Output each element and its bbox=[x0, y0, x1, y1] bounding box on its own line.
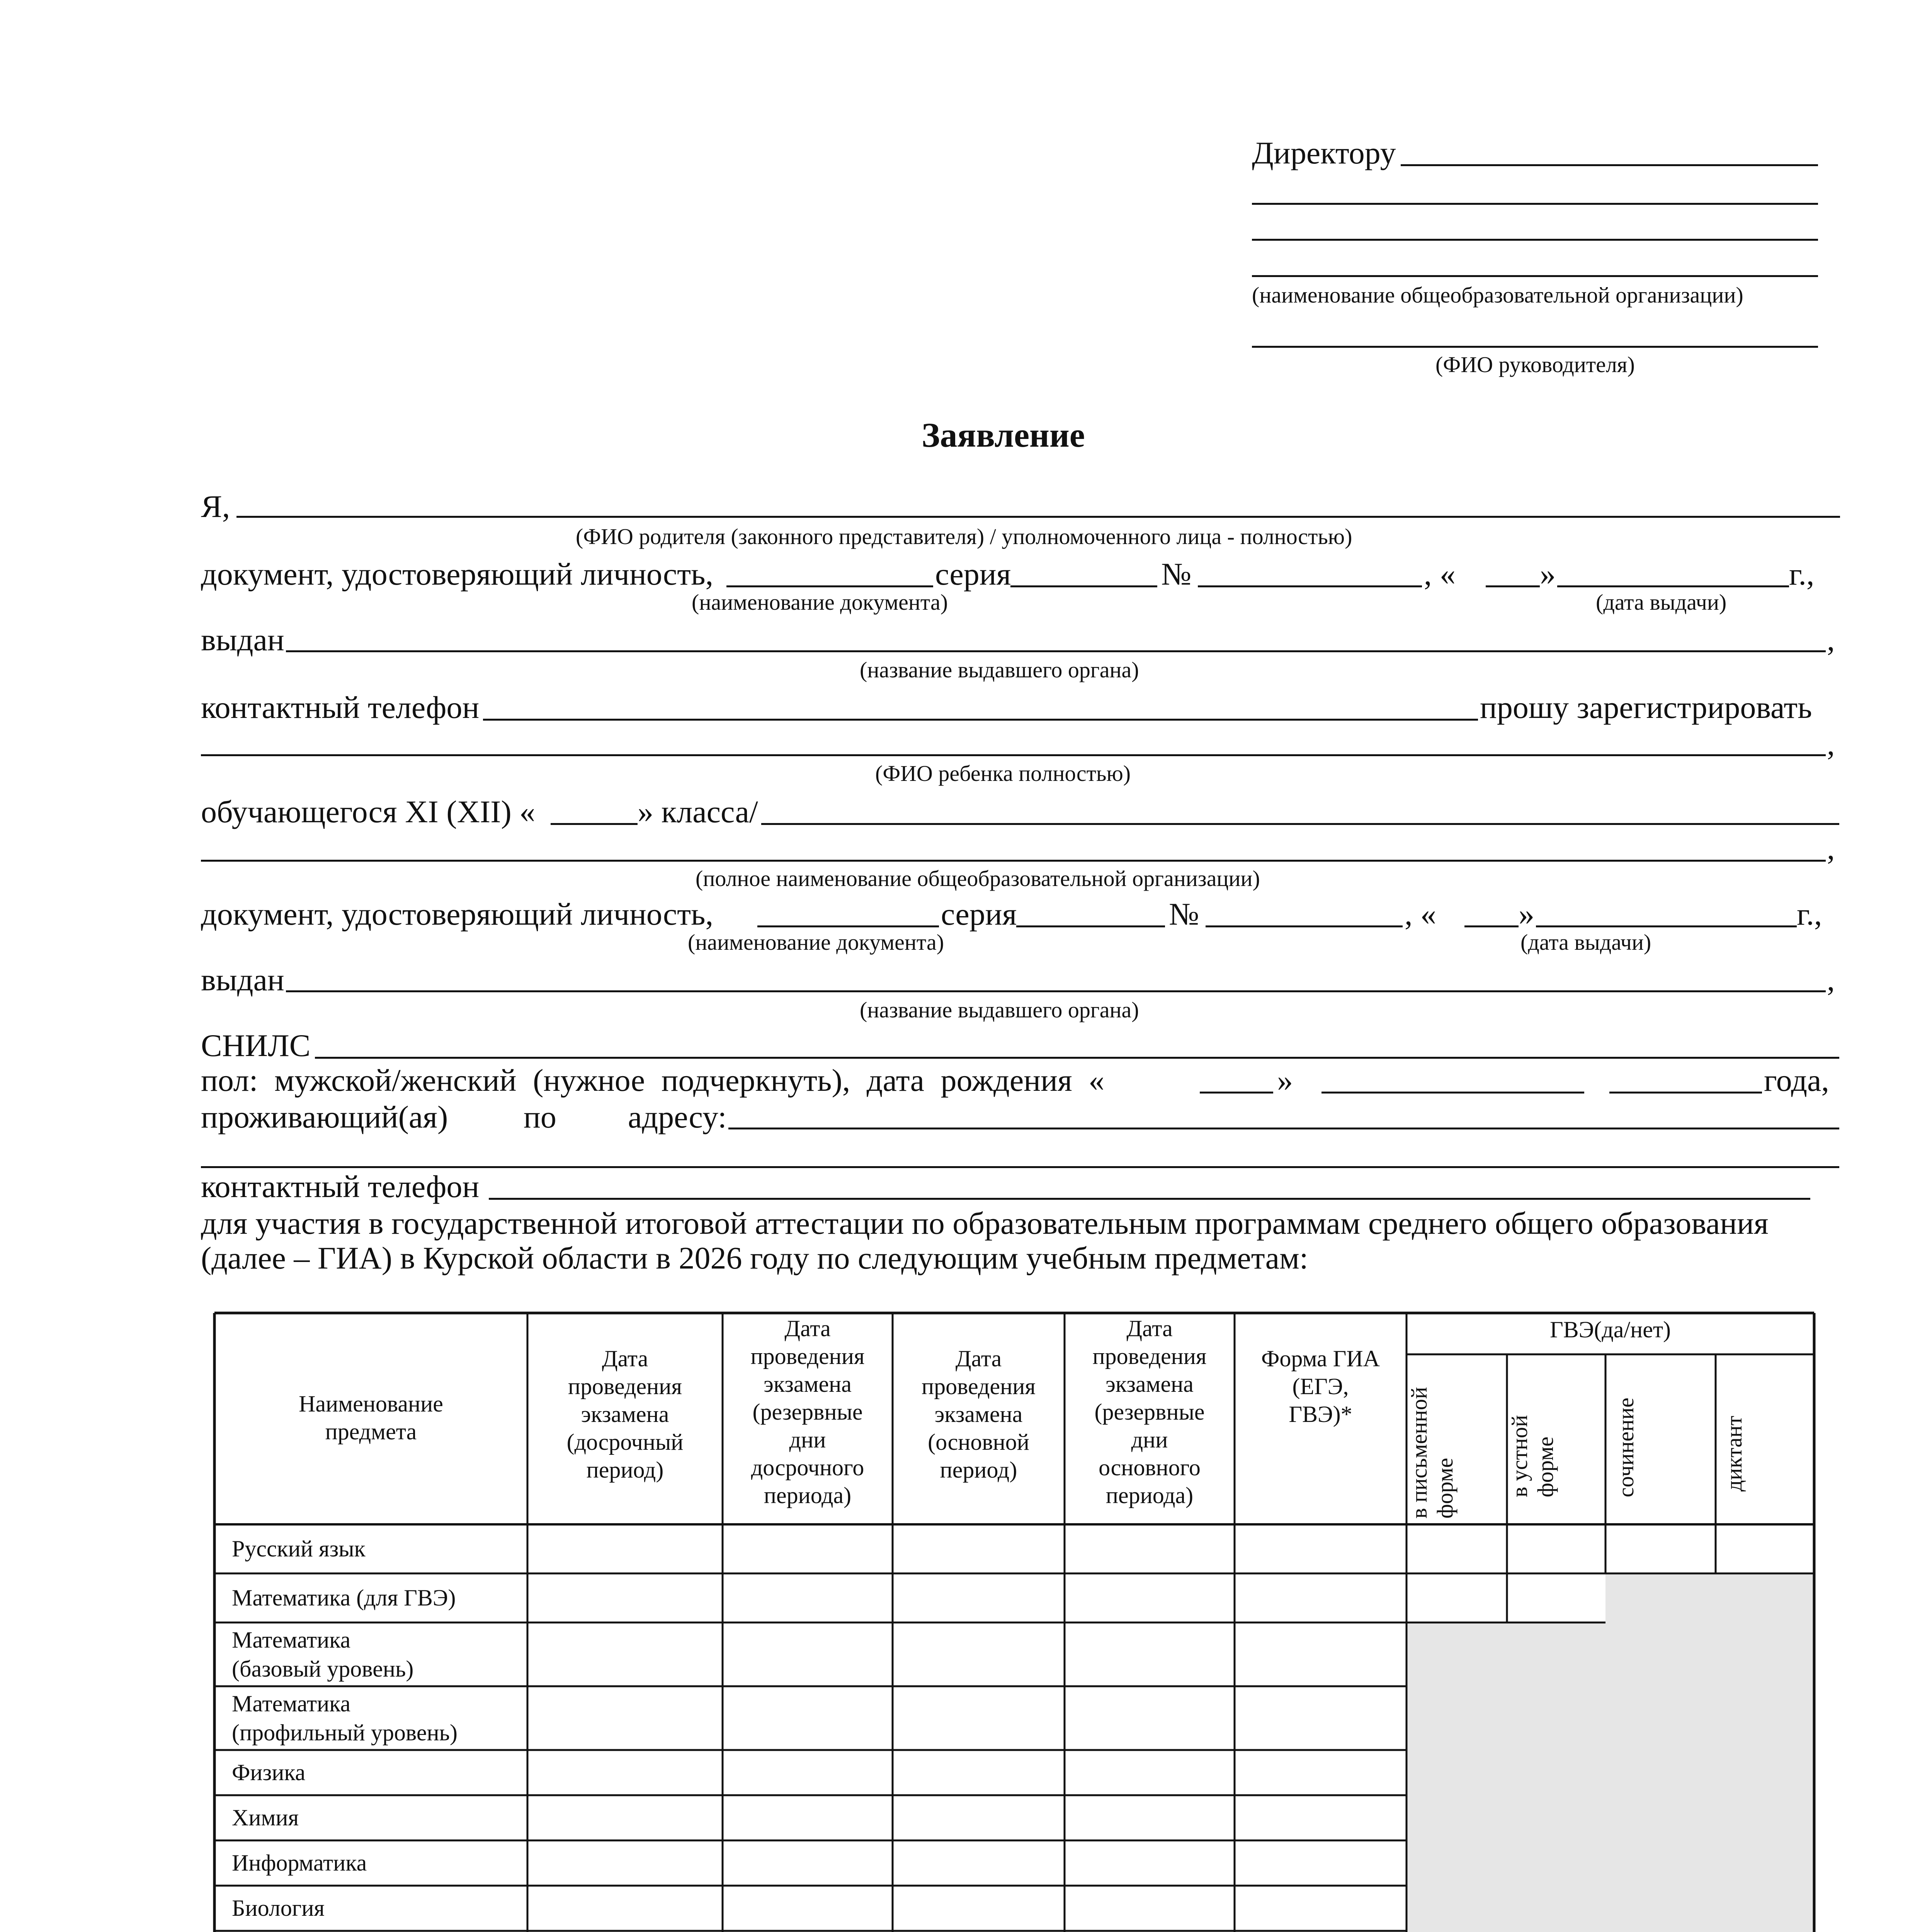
student-class-label: обучающегося XI (XII) « bbox=[201, 794, 536, 829]
year-suffix-child: г., bbox=[1797, 896, 1822, 932]
header-gve-dictation: диктант bbox=[1721, 1415, 1747, 1492]
doc-name-caption-child: (наименование документа) bbox=[688, 930, 944, 955]
id-doc-label-child: документ, удостоверяющий личность, bbox=[201, 896, 714, 932]
school-caption: (полное наименование общеобразовательной организации) bbox=[696, 866, 1260, 891]
doc-name-caption: (наименование документа) bbox=[692, 590, 948, 615]
header-gve-written: в письменной форме bbox=[1406, 1387, 1458, 1519]
po-label: по bbox=[524, 1099, 556, 1134]
subject-row-label: Математика (базовый уровень) bbox=[232, 1627, 414, 1682]
comma: , bbox=[1827, 831, 1835, 866]
header-early-reserve: Дата проведения экзамена (резервные дни досрочного периода) bbox=[750, 1316, 865, 1508]
header-main-reserve: Дата проведения экзамена (резервные дни основного периода) bbox=[1092, 1316, 1207, 1508]
residing-label: проживающий(ая) bbox=[201, 1099, 448, 1134]
subject-row-label: Физика bbox=[232, 1760, 306, 1785]
phone2-label: контактный телефон bbox=[201, 1169, 480, 1204]
gve-shaded-area bbox=[1605, 1573, 1814, 1622]
ya-label: Я, bbox=[201, 489, 230, 524]
purpose-line-1: для участия в государственной итоговой аттестации по образовательным программам среднего общего образования bbox=[201, 1206, 1769, 1241]
date-quote-close-child: » bbox=[1519, 896, 1534, 932]
subject-row-label: Биология bbox=[232, 1895, 325, 1921]
series-label-child: серия bbox=[941, 896, 1017, 932]
subject-row-label: Химия bbox=[232, 1805, 299, 1830]
class-suffix: » класса/ bbox=[638, 794, 758, 829]
comma: , bbox=[1827, 962, 1835, 997]
document-title: Заявление bbox=[922, 416, 1085, 454]
issue-date-caption: (дата выдачи) bbox=[1596, 590, 1727, 615]
issuer-caption-child: (название выдавшего органа) bbox=[860, 997, 1139, 1022]
series-label: серия bbox=[935, 556, 1011, 592]
org-caption: (наименование общеобразовательной организации) bbox=[1252, 282, 1743, 308]
parent-caption: (ФИО родителя (законного представителя) / уполномоченного лица - полностью) bbox=[576, 524, 1352, 549]
child-caption: (ФИО ребенка полностью) bbox=[875, 761, 1131, 786]
comma: , bbox=[1827, 726, 1835, 762]
header-early-period: Дата проведения экзамена (досрочный период) bbox=[566, 1346, 684, 1483]
phone-label: контактный телефон bbox=[201, 690, 480, 725]
issuer-caption: (название выдавшего органа) bbox=[860, 657, 1139, 682]
issue-date-caption-child: (дата выдачи) bbox=[1520, 930, 1651, 955]
subject-row-label: Информатика bbox=[232, 1850, 367, 1876]
number-label: № bbox=[1161, 556, 1192, 592]
comma: , bbox=[1827, 622, 1835, 657]
number-label-child: № bbox=[1169, 896, 1199, 932]
header-gia-form: Форма ГИА (ЕГЭ, ГВЭ)* bbox=[1261, 1346, 1380, 1427]
year-word: года, bbox=[1764, 1063, 1829, 1098]
issued-label-child: выдан bbox=[201, 962, 284, 997]
header-subject: Наименование предмета bbox=[299, 1391, 443, 1444]
snils-label: СНИЛС bbox=[201, 1028, 311, 1063]
year-suffix: г., bbox=[1789, 556, 1815, 592]
header-gve-essay: сочинение bbox=[1613, 1397, 1638, 1497]
issued-label: выдан bbox=[201, 622, 284, 657]
birth-quote-close: » bbox=[1277, 1063, 1293, 1098]
header-gve: ГВЭ(да/нет) bbox=[1549, 1317, 1671, 1342]
date-quote-open-child: , « bbox=[1405, 896, 1436, 932]
subject-row-label: Математика (профильный уровень) bbox=[232, 1690, 457, 1745]
header-main-period: Дата проведения экзамена (основной период) bbox=[922, 1346, 1036, 1483]
header-gve-oral: в устной форме bbox=[1507, 1415, 1558, 1497]
director-label: Директору bbox=[1252, 135, 1396, 170]
head-caption: (ФИО руководителя) bbox=[1435, 352, 1635, 377]
date-quote-close: » bbox=[1540, 556, 1556, 592]
id-doc-label: документ, удостоверяющий личность, bbox=[201, 556, 714, 592]
address-label: адресу: bbox=[628, 1099, 727, 1134]
gender-birth-label: пол: мужской/женский (нужное подчеркнуть), дата рождения « bbox=[201, 1063, 1105, 1098]
purpose-line-2: (далее – ГИА) в Курской области в 2026 году по следующим учебным предметам: bbox=[201, 1240, 1308, 1276]
gve-shaded-area bbox=[1406, 1622, 1814, 1932]
date-quote-open: , « bbox=[1424, 556, 1456, 592]
subject-row-label: Математика (для ГВЭ) bbox=[232, 1585, 456, 1611]
register-label: прошу зарегистрировать bbox=[1480, 690, 1812, 725]
subject-row-label: Русский язык bbox=[232, 1536, 366, 1561]
